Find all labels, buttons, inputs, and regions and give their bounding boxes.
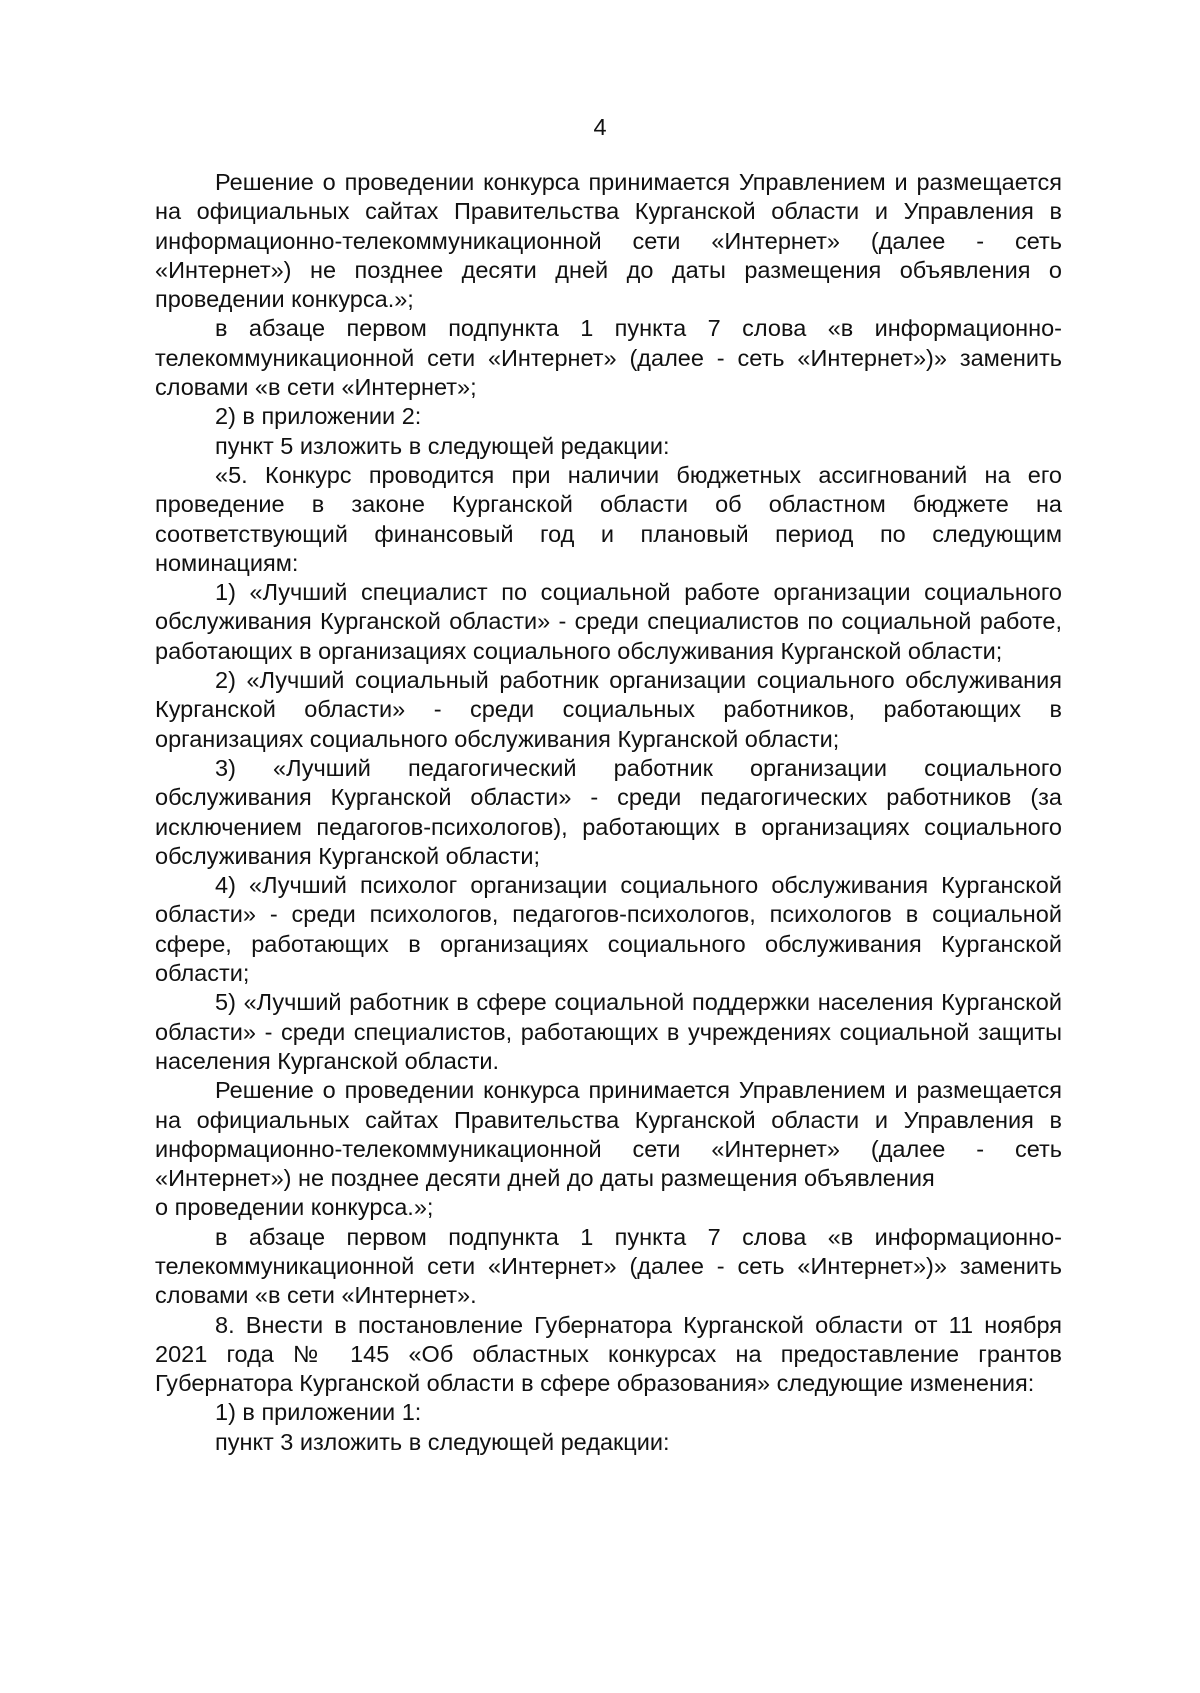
paragraph-amendment-2: в абзаце первом подпункта 1 пункта 7 слова «в информационно-телекоммуникационной сети «Интернет» (далее - сеть «Интернет»)» заменить словами «в сети «Интернет». xyxy=(155,1223,1062,1309)
paragraph-amendment-1: в абзаце первом подпункта 1 пункта 7 слова «в информационно-телекоммуникационной сети «Интернет» (далее - сеть «Интернет»)» заменить словами «в сети «Интернет»; xyxy=(155,315,1062,401)
paragraph-contest-nominations: «5. Конкурс проводится при наличии бюджетных ассигнований на его проведение в законе Курганской области об областном бюджете на соответствующий финансовый год и плановый период по следующим номинациям: xyxy=(155,461,1062,576)
list-item-nomination-2: 2) «Лучший социальный работник организации социального обслуживания Курганской области» - среди социальных работников, работающих в организациях социального обслуживания Курганской области; xyxy=(155,667,1062,752)
paragraph-item-8: 8. Внести в постановление Губернатора Курганской области от 11 ноября 2021 года № 145 «Об областных конкурсах на предоставление грантов Губернатора Курганской области в сфере образования» следующие изменения: xyxy=(155,1311,1062,1397)
list-item-nomination-1: 1) «Лучший специалист по социальной работе организации социального обслуживания Курганской области» - среди специалистов по социальной работе, работающих в организациях социального обслуживания Курганской области; xyxy=(155,579,1062,664)
paragraph-annex-2: 2) в приложении 2: xyxy=(215,403,422,430)
paragraph-decision-2-end: о проведении конкурса.»; xyxy=(155,1194,434,1221)
paragraph-decision-1: Решение о проведении конкурса принимается Управлением и размещается на официальных сайтах Правительства Курганской области и Управления в информационно-телекоммуникационной сети «Интернет» (далее - сеть «Интернет») не позднее десяти дней до даты размещения объявления о проведении конкурса.»; xyxy=(155,169,1062,313)
page-number: 4 xyxy=(593,114,607,140)
list-item-nomination-5: 5) «Лучший работник в сфере социальной поддержки населения Курганской области» - среди специалистов, работающих в учреждениях социальной защиты населения Курганской области. xyxy=(155,989,1062,1074)
list-item-nomination-4: 4) «Лучший психолог организации социального обслуживания Курганской области» - среди психологов, педагогов-психологов, психологов в социальной сфере, работающих в организациях социального обслуживания Курганской области; xyxy=(155,872,1062,987)
paragraph-annex-1: 1) в приложении 1: xyxy=(215,1399,422,1426)
list-item-nomination-3: 3) «Лучший педагогический работник организации социального обслуживания Курганской области» - среди педагогических работников (за исключением педагогов-психологов), работающих в организациях социального обслуживания Курганской области; xyxy=(155,754,1062,869)
paragraph-point-3: пункт 3 изложить в следующей редакции: xyxy=(215,1428,670,1455)
paragraph-decision-2: Решение о проведении конкурса принимается Управлением и размещается на официальных сайтах Правительства Курганской области и Управления в информационно-телекоммуникационной сети «Интернет» (далее - сеть «Интернет») не позднее десяти дней до даты размещения объявления xyxy=(155,1077,1062,1192)
paragraph-point-5: пункт 5 изложить в следующей редакции: xyxy=(215,432,670,459)
document-body xyxy=(155,168,1062,1457)
